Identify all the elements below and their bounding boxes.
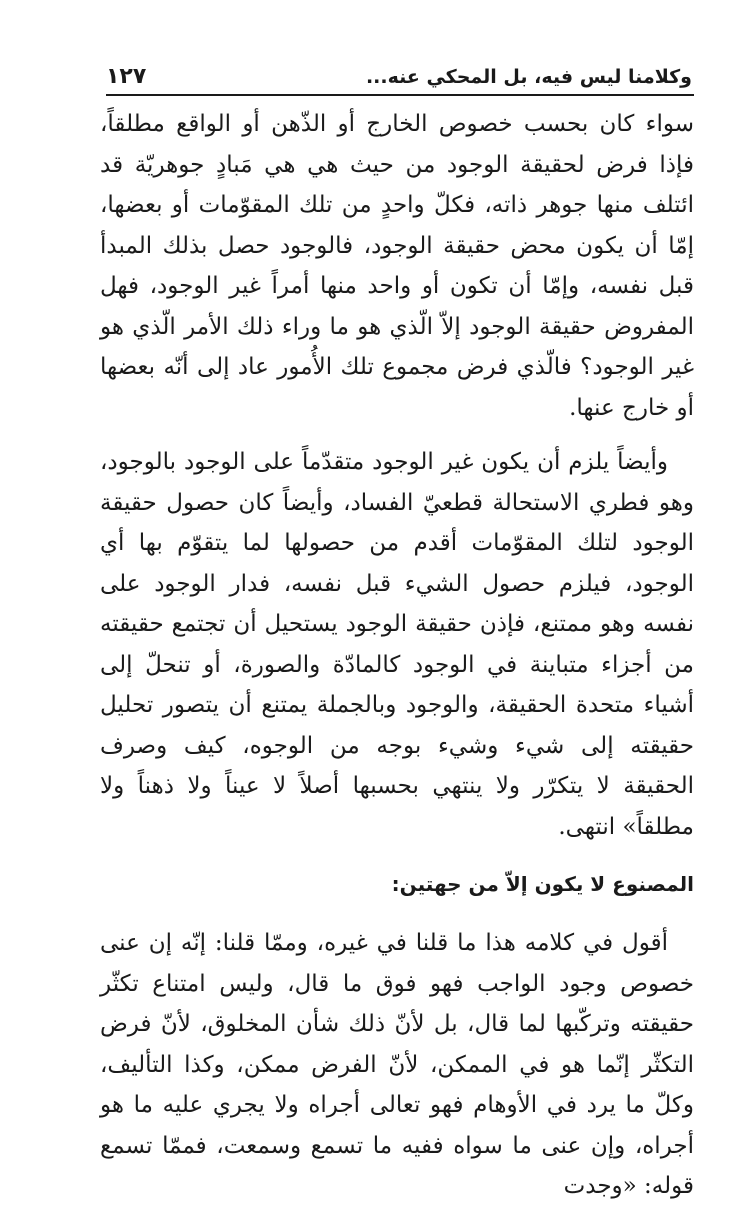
paragraph-2: وأيضاً يلزم أن يكون غير الوجود متقدّماً على الوجود بالوجود، وهو فطري الاستحالة قطعيّ الفساد، وأيضاً كان حصول حقيقة الوجود لتلك المقوّمات أقدم من حصولها لما يتقوّم بها أي الوجود، فيلزم حصول الشيء قبل نفسه، فدار الوجود على نفسه وهو ممتنع، فإذن حقيقة الوجود يستحيل أن تجتمع حقيقته من أجزاء متباينة في الوجود كالمادّة والصورة، أو تنحلّ إلى أشياء متحدة الحقيقة، والوجود وبالجملة يمتنع أن يتصور تحليل حقيقته إلى شيء وشيء بوجه من الوجوه، كيف وصرف الحقيقة لا يتكرّر ولا ينتهي بحسبها أصلاً لا عيناً ولا ذهناً ولا مطلقاً» انتهى. <box>100 449 694 840</box>
paragraph-3: أقول في كلامه هذا ما قلنا في غيره، وممّا قلنا: إنّه إن عنى خصوص وجود الواجب فهو فوق ما قال، وليس امتناع تكثّر حقيقته وتركّبها لما قال، بل لأنّ ذلك شأن المخلوق، لأنّ فرض التكثّر إنّما هو في الممكن، لأنّ الفرض ممكن، وكذا التأليف، وكلّ ما يرد في الأوهام فهو تعالى أجراه ولا يجري عليه ما هو أجراه، وإن عنى ما سواه ففيه ما تسمع وسمعت، فممّا تسمع قوله: «وجدت <box>100 930 694 1199</box>
paragraph-1: سواء كان بحسب خصوص الخارج أو الذّهن أو الواقع مطلقاً، فإذا فرض لحقيقة الوجود من حيث هي هي مَبادٍ جوهريّة قد ائتلف منها جوهر ذاته، فكلّ واحدٍ من تلك المقوّمات أو بعضها، إمّا أن يكون محض حقيقة الوجود، فالوجود حصل بذلك المبدأ قبل نفسه، وإمّا أن تكون أو واحد منها أمراً غير الوجود، فهل المفروض حقيقة الوجود إلاّ الّذي هو ما وراء ذلك الأمر الّذي هو غير الوجود؟ فالّذي فرض مجموع تلك الأُمور عاد إلى أنّه بعضها أو خارج عنها. <box>100 111 694 421</box>
body-text <box>100 104 694 1207</box>
running-title: وكلامنا ليس فيه، بل المحكي عنه... <box>365 66 692 88</box>
page-number: ١٢٧ <box>106 64 147 89</box>
page-header <box>106 52 692 92</box>
section-heading: المصنوع لا يكون إلاّ من جهتين: <box>391 872 694 896</box>
header-rule <box>106 94 694 96</box>
